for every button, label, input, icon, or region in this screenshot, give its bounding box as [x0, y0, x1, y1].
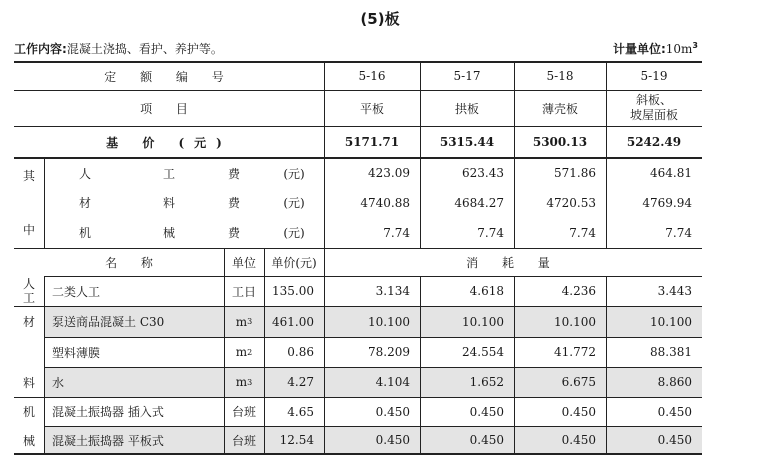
table-rule — [14, 126, 702, 127]
base-price: 5315.44 — [439, 135, 495, 149]
resource-unit: 台班 — [231, 405, 256, 419]
cost-value: 7.74 — [383, 225, 410, 240]
unit-sup: 3 — [692, 41, 698, 50]
resource-price: 12.54 — [279, 433, 314, 447]
resource-name: 混凝土振捣器 平板式 — [52, 433, 164, 448]
cost-value: 4740.88 — [360, 195, 410, 210]
cost-value: 464.81 — [650, 166, 692, 180]
group-char: 机 — [22, 405, 35, 419]
cost-char: 料 — [162, 196, 175, 210]
consumption-value: 41.772 — [554, 345, 596, 359]
base-price: 5242.49 — [626, 135, 682, 149]
resource-price: 4.65 — [287, 404, 314, 419]
table-rule — [14, 397, 702, 398]
table-rule — [606, 276, 607, 454]
item-name: 拱板 — [454, 101, 479, 116]
consumption-value: 0.450 — [561, 433, 596, 447]
resource-price: 4.27 — [287, 375, 314, 389]
base-price: 5171.71 — [344, 135, 400, 149]
cost-char: 工 — [162, 166, 175, 181]
consumption-value: 6.675 — [561, 375, 596, 389]
table-rule — [44, 367, 702, 368]
table-rule — [420, 276, 421, 454]
table-rule — [14, 61, 702, 63]
unit-label: 计量单位: — [612, 42, 666, 56]
cost-char: 费 — [227, 166, 240, 181]
cost-char: 机 — [78, 226, 91, 240]
consumption-value: 0.450 — [469, 404, 504, 419]
cost-char: 械 — [162, 226, 175, 240]
quota-code: 5-19 — [640, 69, 668, 83]
consumption-value: 78.209 — [368, 345, 410, 359]
consumption-value: 3.443 — [657, 284, 692, 298]
table-rule — [14, 157, 702, 159]
work-content — [14, 40, 223, 57]
cost-unit: (元) — [283, 196, 305, 210]
group-char: 人 — [22, 277, 35, 291]
table-rule — [514, 276, 515, 454]
item-name-line2: 坡屋面板 — [629, 108, 678, 122]
consumption-value: 10.100 — [462, 314, 504, 329]
table-rule — [606, 62, 607, 248]
col-consumption: 消 耗 量 — [466, 255, 560, 270]
group-char: 材 — [22, 315, 35, 329]
table-rule — [44, 426, 702, 427]
group-labor — [14, 276, 44, 306]
resource-unit: m 3 — [235, 314, 253, 329]
item-name: 平板 — [359, 101, 384, 116]
table-rule — [514, 62, 515, 248]
resource-name: 二类人工 — [52, 284, 101, 299]
cost-char: 人 — [78, 166, 91, 181]
cost-char: 费 — [227, 196, 240, 210]
consumption-value: 0.450 — [561, 404, 596, 419]
resource-price: 135.00 — [272, 284, 314, 298]
col-name: 名 称 — [105, 255, 163, 270]
cost-value: 4684.27 — [454, 195, 504, 210]
cost-char: 费 — [227, 226, 240, 240]
cost-value: 4769.94 — [642, 195, 692, 210]
consumption-value: 0.450 — [469, 433, 504, 447]
cost-value: 7.74 — [569, 225, 596, 240]
cost-value: 623.43 — [462, 166, 504, 180]
resource-price: 0.86 — [287, 345, 314, 359]
table-rule — [224, 248, 225, 454]
table-rule — [264, 248, 265, 454]
consumption-value: 8.860 — [657, 375, 692, 389]
work-label: 工作内容: — [14, 42, 67, 56]
item-name: 薄壳板 — [541, 101, 578, 116]
table-rule — [14, 453, 702, 455]
table-rule — [44, 276, 45, 454]
table-rule — [14, 248, 702, 249]
consumption-value: 0.450 — [657, 433, 692, 447]
measure-unit — [613, 40, 698, 57]
consumption-value: 10.100 — [554, 314, 596, 329]
consumption-value: 24.554 — [462, 345, 504, 359]
resource-unit: 台班 — [231, 433, 256, 448]
group-char: 械 — [22, 433, 35, 448]
item-label: 项 目 — [140, 101, 198, 116]
cost-value: 4720.53 — [546, 195, 596, 210]
consumption-value: 10.100 — [650, 314, 692, 329]
resource-name: 泵送商品混凝土 C30 — [52, 315, 165, 329]
resource-unit: m 2 — [235, 345, 253, 359]
quota-code: 5-17 — [453, 69, 481, 83]
consumption-value: 0.450 — [657, 404, 692, 419]
table-rule — [44, 276, 702, 277]
consumption-value: 88.381 — [650, 345, 692, 359]
table-rule — [14, 90, 702, 91]
page-title: (5)板 — [360, 10, 400, 28]
item-name: 斜板、 坡屋面板 — [629, 93, 678, 122]
consumption-value: 4.104 — [375, 375, 410, 389]
unit-value: 10m — [665, 42, 693, 56]
consumption-value: 0.450 — [375, 404, 410, 419]
col-unit: 单位 — [231, 255, 256, 270]
base-price-label: 基 价 (元) — [106, 135, 232, 150]
table-rule — [44, 158, 45, 248]
group-char: 料 — [22, 375, 35, 390]
consumption-value: 10.100 — [368, 314, 410, 329]
resource-price: 461.00 — [272, 314, 314, 329]
resource-name: 水 — [52, 375, 65, 390]
cost-value: 7.74 — [665, 225, 692, 240]
cost-value: 571.86 — [554, 166, 596, 180]
cost-unit: (元) — [283, 226, 305, 240]
resource-unit: 工日 — [231, 284, 256, 299]
base-price: 5300.13 — [532, 135, 588, 149]
cost-unit: (元) — [283, 166, 305, 181]
consumption-value: 1.652 — [469, 375, 504, 389]
resource-name: 塑料薄膜 — [52, 345, 101, 360]
table-rule — [420, 62, 421, 248]
consumption-value: 0.450 — [375, 433, 410, 447]
resource-unit: m 3 — [235, 375, 253, 389]
consumption-value: 4.618 — [469, 284, 504, 298]
group-char: 其 — [22, 168, 35, 183]
table-rule — [324, 62, 325, 454]
group-char: 中 — [22, 223, 35, 237]
cost-value: 7.74 — [477, 225, 504, 240]
consumption-value: 3.134 — [375, 284, 410, 298]
quota-code: 5-16 — [358, 69, 386, 83]
group-char: 工 — [22, 291, 35, 305]
quota-code: 5-18 — [546, 69, 574, 83]
cost-value: 423.09 — [368, 166, 410, 180]
cost-char: 材 — [78, 196, 91, 210]
col-price: 单价(元) — [271, 255, 317, 270]
quota-table — [14, 62, 702, 454]
consumption-value: 4.236 — [561, 284, 596, 298]
quota-code-label: 定 额 编 号 — [104, 69, 234, 84]
table-rule — [14, 306, 702, 307]
resource-name: 混凝土振捣器 插入式 — [52, 405, 164, 419]
work-text: 混凝土浇捣、看护、养护等。 — [66, 42, 223, 56]
table-rule — [44, 337, 702, 338]
